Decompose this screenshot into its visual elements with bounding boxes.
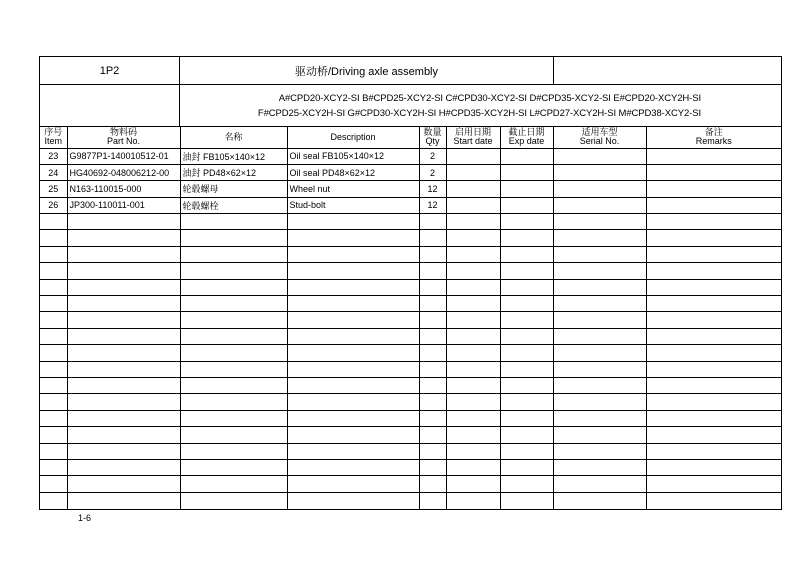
col-item: 序号 Item <box>40 127 67 148</box>
empty-cell <box>419 246 446 262</box>
empty-cell <box>287 230 419 246</box>
col-qty: 数量 Qty <box>419 127 446 148</box>
empty-cell <box>500 377 553 393</box>
cell-qty: 12 <box>419 197 446 213</box>
empty-cell <box>419 345 446 361</box>
empty-cell <box>446 279 500 295</box>
empty-row <box>40 312 781 328</box>
cell-exp-date <box>500 197 553 213</box>
cell-name: 油封 FB105×140×12 <box>180 148 287 164</box>
empty-cell <box>446 361 500 377</box>
cell-item: 25 <box>40 181 67 197</box>
empty-cell <box>446 345 500 361</box>
empty-cell <box>553 214 646 230</box>
empty-cell <box>500 296 553 312</box>
empty-cell <box>67 263 180 279</box>
cell-serial-no <box>553 148 646 164</box>
empty-cell <box>287 427 419 443</box>
empty-cell <box>419 476 446 492</box>
empty-cell <box>287 459 419 475</box>
cell-name: 轮毂螺栓 <box>180 197 287 213</box>
empty-cell <box>180 328 287 344</box>
empty-cell <box>287 328 419 344</box>
cell-serial-no <box>553 197 646 213</box>
empty-cell <box>40 345 67 361</box>
cell-remarks <box>646 181 781 197</box>
cell-description: Stud-bolt <box>287 197 419 213</box>
cell-start-date <box>446 181 500 197</box>
empty-cell <box>180 492 287 508</box>
cell-item: 23 <box>40 148 67 164</box>
empty-cell <box>40 427 67 443</box>
empty-cell <box>646 263 781 279</box>
header-row <box>40 57 781 85</box>
column-header-row <box>40 127 781 148</box>
empty-row <box>40 427 781 443</box>
empty-cell <box>553 410 646 426</box>
empty-cell <box>180 296 287 312</box>
empty-cell <box>500 214 553 230</box>
empty-cell <box>40 361 67 377</box>
empty-row <box>40 410 781 426</box>
empty-cell <box>419 443 446 459</box>
empty-cell <box>287 394 419 410</box>
empty-cell <box>287 214 419 230</box>
empty-cell <box>646 246 781 262</box>
empty-cell <box>419 459 446 475</box>
empty-cell <box>40 377 67 393</box>
empty-cell <box>646 492 781 508</box>
empty-cell <box>67 246 180 262</box>
empty-cell <box>287 263 419 279</box>
empty-cell <box>180 345 287 361</box>
col-remarks: 备注 Remarks <box>646 127 781 148</box>
assembly-title: 驱动桥/Driving axle assembly <box>180 57 554 84</box>
empty-cell <box>180 459 287 475</box>
empty-cell <box>419 377 446 393</box>
empty-cell <box>446 296 500 312</box>
empty-cell <box>553 328 646 344</box>
empty-cell <box>553 459 646 475</box>
empty-cell <box>419 279 446 295</box>
empty-cell <box>553 476 646 492</box>
empty-cell <box>553 377 646 393</box>
empty-cell <box>67 279 180 295</box>
empty-cell <box>180 394 287 410</box>
empty-cell <box>287 492 419 508</box>
empty-cell <box>180 476 287 492</box>
empty-cell <box>287 246 419 262</box>
empty-cell <box>446 214 500 230</box>
models-row <box>40 85 781 127</box>
empty-cell <box>553 345 646 361</box>
empty-cell <box>646 328 781 344</box>
empty-cell <box>446 459 500 475</box>
empty-cell <box>67 361 180 377</box>
empty-cell <box>446 328 500 344</box>
page-number: 1-6 <box>78 513 92 523</box>
empty-cell <box>419 361 446 377</box>
empty-cell <box>553 279 646 295</box>
empty-cell <box>646 361 781 377</box>
empty-cell <box>553 296 646 312</box>
empty-cell <box>553 361 646 377</box>
cell-part-no: N163-110015-000 <box>67 181 180 197</box>
empty-cell <box>646 214 781 230</box>
empty-cell <box>180 361 287 377</box>
models-left-cell <box>40 85 180 126</box>
empty-cell <box>446 263 500 279</box>
cell-exp-date <box>500 181 553 197</box>
applicable-models <box>180 85 781 126</box>
table-row <box>40 148 781 164</box>
cell-remarks <box>646 164 781 180</box>
empty-cell <box>180 279 287 295</box>
empty-cell <box>419 230 446 246</box>
empty-cell <box>553 246 646 262</box>
parts-sheet <box>39 56 782 510</box>
cell-start-date <box>446 148 500 164</box>
empty-cell <box>180 427 287 443</box>
empty-cell <box>67 230 180 246</box>
empty-cell <box>500 492 553 508</box>
empty-cell <box>553 263 646 279</box>
empty-cell <box>67 296 180 312</box>
empty-cell <box>40 246 67 262</box>
empty-cell <box>553 427 646 443</box>
empty-cell <box>500 345 553 361</box>
cell-part-no: HG40692-048006212-00 <box>67 164 180 180</box>
empty-cell <box>180 230 287 246</box>
empty-cell <box>40 263 67 279</box>
empty-cell <box>500 328 553 344</box>
empty-row <box>40 492 781 508</box>
col-exp-date: 截止日期 Exp date <box>500 127 553 148</box>
cell-qty: 12 <box>419 181 446 197</box>
empty-cell <box>500 443 553 459</box>
cell-description: Wheel nut <box>287 181 419 197</box>
empty-row <box>40 345 781 361</box>
empty-cell <box>40 296 67 312</box>
cell-item: 26 <box>40 197 67 213</box>
empty-cell <box>419 410 446 426</box>
empty-cell <box>419 427 446 443</box>
empty-cell <box>446 230 500 246</box>
empty-row <box>40 459 781 475</box>
empty-cell <box>646 279 781 295</box>
parts-table <box>40 127 781 509</box>
empty-cell <box>646 377 781 393</box>
empty-cell <box>40 230 67 246</box>
empty-cell <box>646 394 781 410</box>
empty-cell <box>446 410 500 426</box>
cell-serial-no <box>553 164 646 180</box>
cell-description: Oil seal FB105×140×12 <box>287 148 419 164</box>
empty-cell <box>500 263 553 279</box>
empty-cell <box>646 476 781 492</box>
table-row <box>40 197 781 213</box>
empty-cell <box>67 312 180 328</box>
table-row <box>40 181 781 197</box>
cell-name: 油封 PD48×62×12 <box>180 164 287 180</box>
empty-cell <box>446 394 500 410</box>
empty-cell <box>40 410 67 426</box>
empty-cell <box>446 246 500 262</box>
empty-cell <box>419 263 446 279</box>
cell-qty: 2 <box>419 164 446 180</box>
cell-start-date <box>446 164 500 180</box>
empty-cell <box>67 394 180 410</box>
cell-description: Oil seal PD48×62×12 <box>287 164 419 180</box>
empty-cell <box>500 361 553 377</box>
empty-cell <box>500 476 553 492</box>
empty-cell <box>553 492 646 508</box>
empty-row <box>40 361 781 377</box>
table-row <box>40 164 781 180</box>
cell-remarks <box>646 197 781 213</box>
empty-cell <box>553 312 646 328</box>
empty-row <box>40 230 781 246</box>
empty-row <box>40 214 781 230</box>
empty-cell <box>67 410 180 426</box>
cell-name: 轮毂螺母 <box>180 181 287 197</box>
empty-cell <box>446 443 500 459</box>
empty-cell <box>40 459 67 475</box>
empty-cell <box>40 394 67 410</box>
empty-cell <box>446 492 500 508</box>
empty-cell <box>180 312 287 328</box>
col-description: Description <box>287 127 419 148</box>
empty-row <box>40 377 781 393</box>
empty-row <box>40 296 781 312</box>
cell-item: 24 <box>40 164 67 180</box>
empty-cell <box>40 312 67 328</box>
empty-row <box>40 328 781 344</box>
cell-exp-date <box>500 148 553 164</box>
empty-cell <box>500 230 553 246</box>
empty-cell <box>646 345 781 361</box>
empty-cell <box>287 410 419 426</box>
empty-row <box>40 263 781 279</box>
empty-cell <box>67 443 180 459</box>
empty-cell <box>419 214 446 230</box>
empty-row <box>40 279 781 295</box>
empty-cell <box>553 394 646 410</box>
empty-cell <box>67 328 180 344</box>
empty-cell <box>646 443 781 459</box>
empty-cell <box>646 427 781 443</box>
empty-cell <box>67 476 180 492</box>
empty-cell <box>287 377 419 393</box>
empty-cell <box>67 492 180 508</box>
cell-serial-no <box>553 181 646 197</box>
empty-cell <box>40 279 67 295</box>
cell-start-date <box>446 197 500 213</box>
cell-exp-date <box>500 164 553 180</box>
empty-cell <box>419 492 446 508</box>
empty-cell <box>40 443 67 459</box>
models-line-1: A#CPD20-XCY2-SI B#CPD25-XCY2-SI C#CPD30-XCY2-SI D#CPD35-XCY2-SI E#CPD20-XCY2H-SI <box>278 92 701 104</box>
empty-cell <box>287 361 419 377</box>
empty-cell <box>40 328 67 344</box>
empty-cell <box>646 296 781 312</box>
empty-cell <box>67 214 180 230</box>
col-start-date: 启用日期 Start date <box>446 127 500 148</box>
empty-row <box>40 443 781 459</box>
empty-cell <box>446 312 500 328</box>
empty-cell <box>40 476 67 492</box>
empty-cell <box>287 476 419 492</box>
empty-cell <box>446 476 500 492</box>
empty-cell <box>67 345 180 361</box>
cell-part-no: JP300-110011-001 <box>67 197 180 213</box>
empty-cell <box>500 279 553 295</box>
empty-row <box>40 394 781 410</box>
cell-qty: 2 <box>419 148 446 164</box>
assembly-code: 1P2 <box>40 57 180 84</box>
empty-cell <box>646 410 781 426</box>
empty-cell <box>500 427 553 443</box>
empty-cell <box>180 214 287 230</box>
empty-cell <box>180 263 287 279</box>
empty-cell <box>646 459 781 475</box>
empty-cell <box>553 443 646 459</box>
empty-cell <box>646 230 781 246</box>
empty-cell <box>40 214 67 230</box>
empty-cell <box>553 230 646 246</box>
empty-cell <box>500 459 553 475</box>
empty-cell <box>446 427 500 443</box>
empty-cell <box>67 377 180 393</box>
empty-row <box>40 476 781 492</box>
empty-cell <box>419 394 446 410</box>
col-name: 名称 <box>180 127 287 148</box>
cell-part-no: G9877P1-140010512-01 <box>67 148 180 164</box>
col-part-no: 物料码 Part No. <box>67 127 180 148</box>
empty-cell <box>180 246 287 262</box>
empty-cell <box>646 312 781 328</box>
empty-cell <box>500 312 553 328</box>
empty-cell <box>287 279 419 295</box>
empty-cell <box>419 296 446 312</box>
models-line-2: F#CPD25-XCY2H-SI G#CPD30-XCY2H-SI H#CPD35-XCY2H-SI L#CPD27-XCY2H-SI M#CPD38-XCY2-SI <box>257 107 701 119</box>
empty-cell <box>500 394 553 410</box>
empty-cell <box>67 459 180 475</box>
empty-cell <box>446 377 500 393</box>
empty-cell <box>67 427 180 443</box>
empty-cell <box>180 443 287 459</box>
empty-cell <box>287 443 419 459</box>
empty-row <box>40 246 781 262</box>
empty-cell <box>287 312 419 328</box>
empty-cell <box>40 492 67 508</box>
cell-remarks <box>646 148 781 164</box>
empty-cell <box>180 410 287 426</box>
empty-cell <box>419 312 446 328</box>
empty-cell <box>500 246 553 262</box>
empty-cell <box>180 377 287 393</box>
empty-cell <box>287 345 419 361</box>
header-blank-cell <box>554 57 781 84</box>
empty-cell <box>287 296 419 312</box>
empty-cell <box>500 410 553 426</box>
empty-cell <box>419 328 446 344</box>
col-serial-no: 适用车型 Serial No. <box>553 127 646 148</box>
